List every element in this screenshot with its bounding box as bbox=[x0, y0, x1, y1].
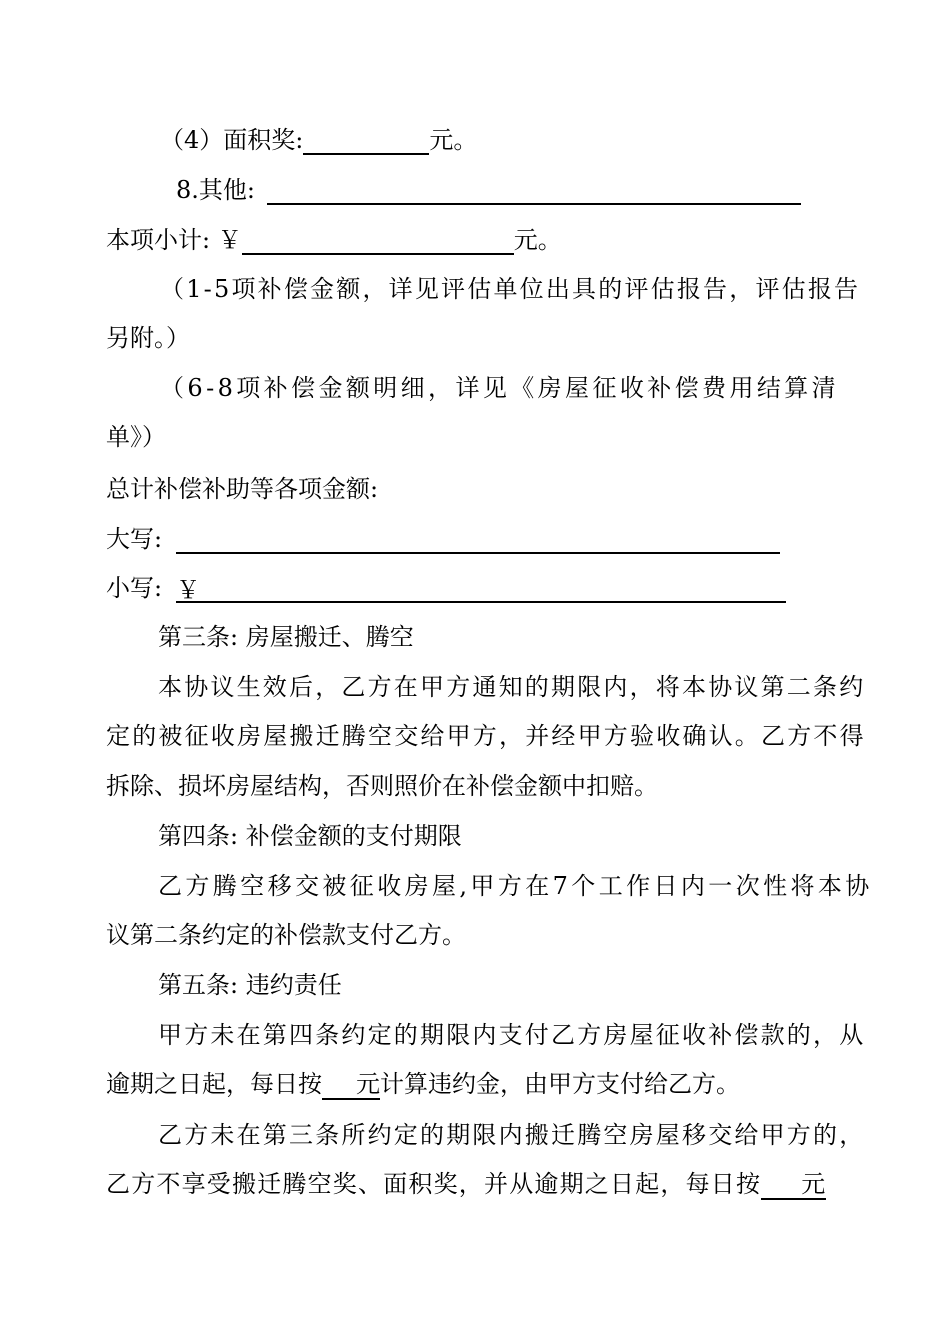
penalty-rate-blank[interactable] bbox=[322, 1070, 380, 1100]
article-5-para2-line2 bbox=[106, 1169, 826, 1199]
penalty2-prefix: 乙方不享受搬迁腾空奖、面积奖，并从逾期之日起，每日按 bbox=[106, 1170, 762, 1198]
area-award-blank[interactable] bbox=[303, 127, 429, 155]
note-6-8-line1: （6-8项补偿金额明细，详见《房屋征收补偿费用结算清 bbox=[160, 374, 840, 402]
note-1-5-line2: 另附。） bbox=[106, 324, 190, 352]
article-5-para2-line1: 乙方未在第三条所约定的期限内搬迁腾空房屋移交给甲方的， bbox=[158, 1121, 866, 1149]
subtotal-label: 本项小计: ￥ bbox=[106, 226, 242, 254]
article-3-para-line2: 定的被征收房屋搬迁腾空交给甲方，并经甲方验收确认。乙方不得 bbox=[106, 722, 866, 750]
penalty2-rate-blank[interactable] bbox=[761, 1170, 826, 1200]
yen-sign: ￥ bbox=[176, 576, 201, 604]
article-3-para-line3: 拆除、损坏房屋结构，否则照价在补偿金额中扣赔。 bbox=[106, 772, 658, 800]
article-4-para-line2: 议第二条约定的补偿款支付乙方。 bbox=[106, 921, 466, 949]
uppercase-amount-line bbox=[106, 524, 780, 554]
penalty-prefix: 逾期之日起，每日按 bbox=[106, 1070, 322, 1098]
article-4-para-line1: 乙方腾空移交被征收房屋,甲方在7个工作日内一次性将本协 bbox=[158, 872, 873, 900]
lowercase-amount-line bbox=[106, 573, 786, 603]
uppercase-amount-label: 大写: bbox=[106, 525, 163, 553]
note-1-5-line1: （1-5项补偿金额，详见评估单位出具的评估报告，评估报告 bbox=[160, 275, 861, 303]
subtotal-unit: 元。 bbox=[513, 226, 562, 254]
article-4-title: 第四条: 补偿金额的支付期限 bbox=[158, 822, 462, 850]
other-label: 8.其他: bbox=[176, 176, 255, 204]
note-6-8-line2: 单》） bbox=[106, 423, 166, 451]
subtotal-blank[interactable] bbox=[242, 227, 514, 255]
area-award-label: （4）面积奖: bbox=[160, 126, 304, 154]
other-blank[interactable] bbox=[267, 177, 801, 205]
subtotal-line bbox=[106, 225, 562, 255]
article-3-title: 第三条: 房屋搬迁、腾空 bbox=[158, 623, 414, 651]
uppercase-amount-blank[interactable] bbox=[176, 526, 780, 554]
total-amount-heading: 总计补偿补助等各项金额: bbox=[106, 475, 379, 503]
article-5-para1-line1: 甲方未在第四条约定的期限内支付乙方房屋征收补偿款的，从 bbox=[158, 1021, 866, 1049]
article-3-para-line1: 本协议生效后，乙方在甲方通知的期限内，将本协议第二条约 bbox=[158, 673, 866, 701]
penalty-suffix: 计算违约金，由甲方支付给乙方。 bbox=[380, 1070, 740, 1098]
lowercase-amount-blank[interactable] bbox=[176, 575, 786, 603]
article-5-para1-line2 bbox=[106, 1069, 740, 1099]
penalty2-unit: 元 bbox=[801, 1170, 827, 1198]
area-award-line bbox=[160, 125, 477, 155]
penalty-unit: 元 bbox=[356, 1070, 380, 1098]
area-award-unit: 元。 bbox=[429, 126, 478, 154]
other-line bbox=[176, 175, 801, 205]
lowercase-amount-label: 小写: bbox=[106, 574, 163, 602]
article-5-title: 第五条: 违约责任 bbox=[158, 971, 342, 999]
